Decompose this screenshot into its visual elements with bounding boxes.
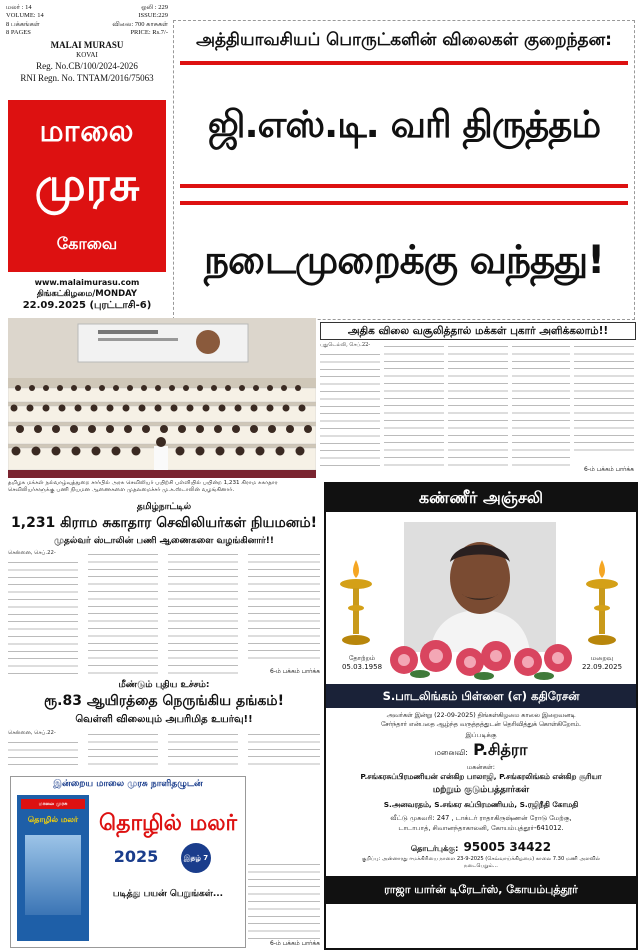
magazine-cover <box>17 795 89 941</box>
phone-line <box>326 836 636 855</box>
relatives-line: S.அனவரதம், S.சங்கர சுப்பிரமணியம், S.ரஜிநீதி கோமதி <box>383 800 579 809</box>
address-line-1: வீட்டு முகவரி: 247 , டாக்டர் ராதாகிருஷ்ணன் ரோடு மேற்கு, <box>390 814 572 822</box>
obituary <box>324 482 638 950</box>
born-date: 05.03.1958 <box>341 663 383 671</box>
logo-top: மாலை <box>39 114 135 149</box>
rni-number: RNI Regn. No. TNTAM/2016/75063 <box>20 73 154 83</box>
volume-ta: மலர் : 14 <box>6 4 32 11</box>
gold-headline: ரூ.83 ஆயிரத்தை நெருங்கிய தங்கம்! <box>44 693 284 709</box>
logo-city: கோவை <box>56 234 118 253</box>
obit-line-2: சேர்ந்தார் என்பதை ஆழ்ந்த வருத்தத்துடன் தெரிவித்துக் கொள்கிறோம். <box>380 721 582 728</box>
obit-line-1: அவர்கள் இன்று (22-09-2025) திங்கள்கிழமை காலை இறைவனடி <box>386 712 576 719</box>
promo-title: தொழில் மலர் <box>99 811 237 836</box>
text-column <box>512 342 570 466</box>
sponsor-bar: ராஜா யார்ன் டிரேடர்ஸ், கோயம்புத்தூர் <box>326 876 636 904</box>
obit-note-1: குறிப்பு: அன்னாரது ஈமக்கிரியை நாளை 23-9-2025 (செவ்வாய்க்கிழமை) காலை 7.30 மணி அளவில் <box>361 856 601 862</box>
address-line-2: டாடாபாத், சிவானந்தாகாலனி, கோயம்புத்தூர்-641012. <box>398 824 564 832</box>
cover-image <box>25 835 81 915</box>
sons-label: மகன்கள்: <box>467 763 495 771</box>
second-headline: அதிக விலை வசூலித்தால் மக்கள் புகார் அளிக்கலாம்!! <box>320 322 636 340</box>
second-body <box>320 342 634 468</box>
event-photo <box>8 318 316 478</box>
gold-continued: 6-ம் பக்கம் பார்க்க <box>269 940 320 947</box>
gold-kicker: மீண்டும் புதிய உச்சம்: <box>118 680 210 690</box>
website: www.malaimurasu.com <box>34 278 140 287</box>
gold-dateline: சென்னை, செப்.22- <box>8 730 56 736</box>
logo-block <box>8 100 166 272</box>
promo-banner: இன்றைய மாலை முரசு நாளிதழுடன் <box>53 779 203 789</box>
deceased-name: S.பாடலிங்கம் பிள்ளை (எ) கதிரேசன் <box>326 684 636 708</box>
text-column <box>448 342 508 466</box>
lead-kicker: அத்தியாவசியப் பொருட்களின் விலைகள் குறைந்தன: <box>196 30 612 50</box>
cover-title: தொழில் மலர் <box>27 815 79 824</box>
issue-badge: இதழ் 7 <box>181 843 211 873</box>
price-en: PRICE: Rs.7/- <box>130 29 168 36</box>
obit-title: கண்ணீர் அஞ்சலி <box>326 484 636 512</box>
text-column <box>168 550 238 674</box>
masthead-info <box>6 4 168 104</box>
date-line <box>8 300 166 312</box>
promo-box <box>10 776 246 948</box>
photo-caption: தமிழக மக்கள் நல்வாழ்வுத்துறை சார்பில் அரசு செவிலியர் பயிற்சி பள்ளியில் பயின்ற 1,231 கிராம சுகாதார செவிலியர்களுக்கு பணி நியமன ஆணைகளை முதலமைச்சர் மு.க.ஸ்டாலின் வழங்கினார். <box>8 480 278 493</box>
nurses-continued: 6-ம் பக்கம் பார்க்க <box>269 668 320 675</box>
volume-en: VOLUME: 14 <box>6 12 44 19</box>
date: 22.09.2025 <box>22 300 86 311</box>
gold-body <box>8 730 320 770</box>
event-photo-image <box>8 318 316 478</box>
rule-mid-2 <box>180 201 628 205</box>
text-column <box>8 738 78 770</box>
lead-headline-2: நடைமுறைக்கு வந்தது! <box>203 238 605 283</box>
died-label: மறைவு <box>590 654 614 662</box>
nurses-headline: 1,231 கிராம சுகாதார செவிலியர்கள் நியமனம்! <box>11 515 317 531</box>
text-column <box>88 550 158 674</box>
text-column <box>248 860 320 940</box>
rule-mid <box>180 184 628 188</box>
nurses-kicker: தமிழ்நாட்டில் <box>136 502 192 512</box>
phone-label: தொடர்புக்கு: <box>410 844 459 853</box>
pages-ta: 8 பக்கங்கள் <box>6 21 40 28</box>
born-label: தோற்றம் <box>348 654 376 662</box>
wife-name: P.சித்ரா <box>473 740 528 759</box>
text-column <box>384 342 444 466</box>
reg-number: Reg. No.CB/100/2024-2026 <box>36 61 138 71</box>
text-column <box>248 730 320 770</box>
portrait <box>404 522 556 652</box>
second-continued: 6-ம் பக்கம் பார்க்க <box>583 466 634 473</box>
city-en: KOVAI <box>76 51 98 59</box>
obit-sorrow: இப்படிக்கு <box>465 731 497 739</box>
text-column <box>88 730 158 770</box>
phone-number: 95005 34422 <box>463 840 552 854</box>
nurses-dateline: சென்னை, செப்.22- <box>8 550 56 556</box>
text-column <box>320 350 380 466</box>
died-date: 22.09.2025 <box>581 663 623 671</box>
sons-names: P.சங்கரசுப்பிரமணியன் என்கிற பாலாஜி, P.சங்கரலிங்கம் என்கிற சூரியா <box>360 772 602 781</box>
lead-headline-1: ஜி.எஸ்.டி. வரி திருத்தம் <box>207 103 601 146</box>
oil-lamp-right-icon <box>582 558 622 648</box>
text-column <box>248 550 320 664</box>
rose-garland-icon <box>386 634 576 680</box>
promo-tag: படித்து பயன் பெறுங்கள்... <box>112 889 224 899</box>
wife-line <box>326 740 636 761</box>
lead-story <box>173 20 635 320</box>
tamil-date: (புரட்டாசி-6) <box>89 300 152 311</box>
paper-name-en: MALAI MURASU <box>50 40 124 50</box>
promo-year: 2025 <box>113 847 159 866</box>
nurses-subhead: முதல்வர் ஸ்டாலின் பணி ஆணைகளை வழங்கினார்!! <box>54 536 274 546</box>
second-dateline: புதுடெல்லி, செப்.22- <box>320 342 371 348</box>
pages-en: 8 PAGES <box>6 29 31 36</box>
text-column <box>8 558 78 674</box>
family-line: மற்றும் குடும்பத்தார்கள் <box>432 785 530 795</box>
logo-main: முரசு <box>34 157 140 211</box>
oil-lamp-left-icon <box>336 558 376 648</box>
cover-logo: மாலை முரசு <box>21 799 85 809</box>
wife-label: மனைவி: <box>434 748 468 757</box>
price-ta: விலை: 700 காசுகள் <box>112 21 168 28</box>
text-column <box>574 342 634 456</box>
issue-ta: ஓலி : 229 <box>141 4 168 11</box>
rule-top <box>180 61 628 65</box>
issue-en: ISSUE:229 <box>138 12 168 19</box>
day-label: திங்கட்கிழமை/MONDAY <box>36 289 138 299</box>
text-column <box>168 730 238 770</box>
obit-note-2: நடைபெறும்... <box>464 863 498 869</box>
gold-subhead: வெள்ளி விலையும் அபரிமித உயர்வு!! <box>75 714 253 725</box>
nurses-body <box>8 550 320 674</box>
portrait-image <box>404 522 556 652</box>
